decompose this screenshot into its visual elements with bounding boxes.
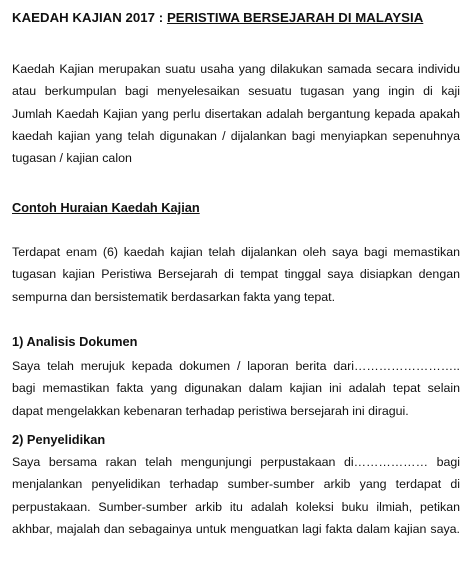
section-1-paragraph xyxy=(12,355,460,422)
summary-line: sempurna dan bersistematik berdasarkan fakta yang tepat. xyxy=(12,289,336,304)
section-1-line: dapat mengelakkan kebenaran terhadap peristiwa bersejarah ini diragui. xyxy=(12,403,409,418)
intro-line: kaedah kajian yang telah digunakan / dijalankan bagi menyiapkan sepenuhnya xyxy=(12,128,460,143)
intro-line: Kaedah Kajian merupakan suatu usaha yang dilakukan samada secara individu xyxy=(12,62,460,76)
intro-line: atau berkumpulan bagi menyelesaikan sesuatu tugasan yang ingin di kaji xyxy=(12,84,460,99)
document-title xyxy=(12,10,423,25)
summary-paragraph xyxy=(12,241,460,308)
intro-line: Jumlah Kaedah Kajian yang perlu disertakan adalah bergantung kepada apakah xyxy=(12,106,460,121)
intro-line: tugasan / kajian calon xyxy=(12,151,132,166)
section-1-line: Saya telah merujuk kepada dokumen / laporan berita dari…………………….. xyxy=(12,359,460,373)
summary-line: Terdapat enam (6) kaedah kajian telah dijalankan oleh saya bagi memastikan xyxy=(12,245,460,259)
summary-line: tugasan kajian Peristiwa Bersejarah di tempat tinggal saya disiapkan dengan xyxy=(12,267,460,282)
section-2-line: menjalankan penyelidikan terhadap sumber-sumber arkib yang terdapat di xyxy=(12,477,460,492)
section-2-heading: 2) Penyelidikan xyxy=(12,432,106,447)
intro-paragraph xyxy=(12,58,460,169)
title-prefix: KAEDAH KAJIAN 2017 : xyxy=(12,10,167,25)
section-1-heading: 1) Analisis Dokumen xyxy=(12,334,138,349)
title-topic: PERISTIWA BERSEJARAH DI MALAYSIA xyxy=(166,10,424,25)
example-heading: Contoh Huraian Kaedah Kajian xyxy=(12,200,200,215)
section-2-line: perpustakaan. Sumber-sumber arkib itu adalah koleksi buku ilmiah, petikan xyxy=(12,499,460,514)
section-1-line: bagi memastikan fakta yang digunakan dalam kajian ini adalah tepat selain xyxy=(12,381,460,396)
section-2-paragraph xyxy=(12,451,460,540)
section-2-line: Saya bersama rakan telah mengunjungi perpustakaan di……………… bagi xyxy=(12,455,460,469)
section-2-line: akhbar, majalah dan sebagainya untuk menguatkan lagi fakta dalam kajian saya. xyxy=(12,521,460,536)
